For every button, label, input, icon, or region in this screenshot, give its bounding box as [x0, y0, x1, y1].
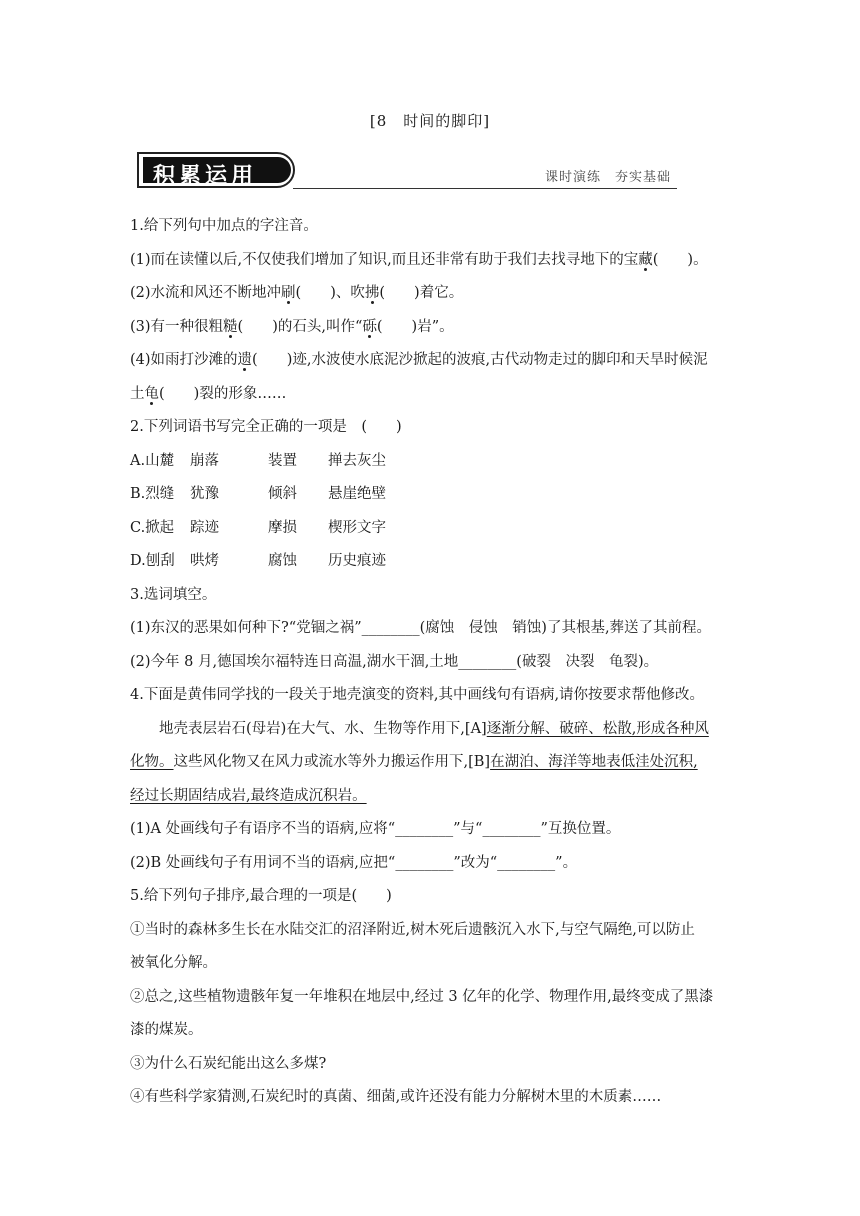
q4-stem: 4.下面是黄伟同学找的一段关于地壳演变的资料,其中画线句有语病,请你按要求帮他修改。: [130, 687, 705, 703]
q5-stem: 5.给下列句子排序,最合理的一项是( ): [130, 888, 392, 904]
q4-item-2: (2)B 处画线句子有用词不当的语病,应把“________”改为“________”。: [130, 854, 578, 871]
exercise-content: [130, 210, 734, 1115]
q4-item-1: (1)A 处画线句子有语序不当的语病,应将“________”与“________”互换位置。: [130, 821, 621, 837]
q2-option-b: B.烈缝 犹豫 倾斜 悬崖绝壁: [130, 486, 386, 502]
banner-divider: [293, 188, 677, 189]
q2-option-d: D.刨刮 哄烤 腐蚀 历史痕迹: [130, 553, 386, 569]
q1-sentence-2: (2)水流和风还不断地冲刷( )、吹拂( )着它。: [130, 285, 464, 301]
q5-sentence-1: ①当时的森林多生长在水陆交汇的沼泽附近,树木死后遗骸沉入水下,与空气隔绝,可以防止: [130, 921, 695, 938]
q5-sentence-2-cont: 漆的煤炭。: [130, 1022, 203, 1038]
underlined-sentence-b: 经过长期固结成岩,最终造成沉积岩。: [130, 787, 367, 804]
dotted-char: 刷: [281, 285, 296, 301]
q3-item-2: (2)今年 8 月,德国埃尔福特连日高温,湖水干涸,土地________(破裂 决裂 龟裂)。: [130, 653, 659, 670]
q1-sentence-3: (3)有一种很粗糙( )的石头,叫作“砾( )岩”。: [130, 318, 454, 335]
q5-sentence-2: ②总之,这些植物遗骸年复一年堆积在地层中,经过 3 亿年的化学、物理作用,最终变成了黑漆: [130, 988, 714, 1005]
q2-stem: 2.下列词语书写完全正确的一项是 ( ): [130, 419, 402, 435]
q4-passage-line-2: 化物。这些风化物又在风力或流水等外力搬运作用下,[B]在湖泊、海洋等地表低洼处沉积,: [130, 754, 698, 770]
underlined-sentence-b: 在湖泊、海洋等地表低洼处沉积,: [490, 754, 698, 770]
q1-stem: 1.给下列句中加点的字注音。: [130, 218, 318, 234]
q3-item-1: (1)东汉的恶果如何种下?“党锢之祸”________(腐蚀 侵蚀 销蚀)了其根基,葬送了其前程。: [130, 620, 712, 636]
q4-passage-line-3: [130, 780, 734, 814]
banner-title: 积累运用: [153, 164, 258, 189]
dotted-char: 糙: [223, 318, 238, 335]
banner-badge: [137, 152, 295, 188]
dotted-char: 藏: [638, 251, 653, 268]
q1-sentence-1: (1)而在读懂以后,不仅使我们增加了知识,而且还非常有助于我们去找寻地下的宝藏( )。: [130, 251, 708, 268]
dotted-char: 拂: [364, 285, 380, 301]
q5-sentence-1-cont: 被氧化分解。: [130, 955, 217, 971]
section-banner: [137, 152, 677, 192]
dotted-char: 砾: [362, 318, 377, 335]
q5-sentence-4: ④有些科学家猜测,石炭纪时的真菌、细菌,或许还没有能力分解树木里的木质素……: [130, 1089, 662, 1105]
q3-stem: 3.选词填空。: [130, 586, 217, 603]
page-title: [8 时间的脚印]: [369, 112, 491, 130]
q2-option-c: C.掀起 踪迹 摩损 楔形文字: [130, 519, 386, 536]
q1-sentence-4-cont: 土龟( )裂的形象……: [130, 385, 287, 402]
underlined-sentence-a: 化物。: [130, 754, 174, 770]
q1-sentence-4: (4)如雨打沙滩的遗( )迹,水波使水底泥沙掀起的波痕,古代动物走过的脚印和天旱时候泥: [130, 352, 708, 368]
underlined-sentence-a: 逐渐分解、破碎、松散,形成各种风: [486, 720, 709, 737]
banner-subtitle: 课时演练 夯实基础: [544, 170, 671, 185]
dotted-char: 遗: [237, 352, 253, 368]
q4-passage-line-1: 地壳表层岩石(母岩)在大气、水、生物等作用下,[A]逐渐分解、破碎、松散,形成各种风: [159, 720, 709, 737]
q5-sentence-3: ③为什么石炭纪能出这么多煤?: [130, 1055, 327, 1072]
dotted-char: 龟: [144, 385, 159, 402]
q2-option-a: A.山麓 崩落 装置 掸去灰尘: [130, 452, 386, 469]
